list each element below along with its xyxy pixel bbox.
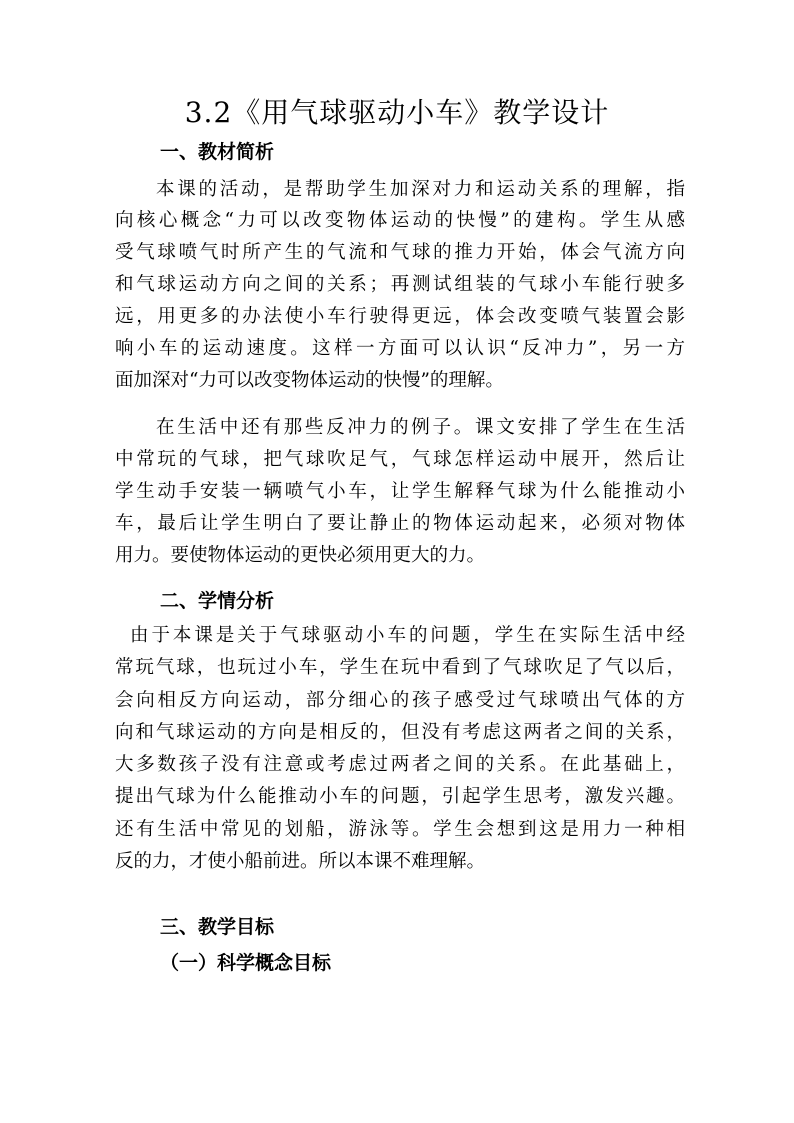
text-line: 还有生活中常见的划船，游泳等。学生会想到这是用力一种相 bbox=[115, 819, 685, 840]
text-line: 常玩气球，也玩过小车，学生在玩中看到了气球吹足了气以后， bbox=[115, 657, 685, 678]
text-line: 受气球喷气时所产生的气流和气球的推力开始，体会气流方向 bbox=[115, 242, 685, 263]
text-line: 向核心概念“力可以改变物体运动的快慢”的建构。学生从感 bbox=[115, 210, 685, 231]
text-line: 大多数孩子没有注意或考虑过两者之间的关系。在此基础上， bbox=[115, 754, 685, 775]
text-line: 提出气球为什么能推动小车的问题，引起学生思考，激发兴趣。 bbox=[115, 786, 685, 807]
text-line: 向和气球运动的方向是相反的，但没有考虑这两者之间的关系， bbox=[115, 722, 685, 743]
subheading-science-concept-goals: （一）科学概念目标 bbox=[160, 952, 332, 974]
document-title: 3.2《用气球驱动小车》教学设计 bbox=[184, 96, 610, 129]
text-line: 反的力，才使小船前进。所以本课不难理解。 bbox=[115, 851, 486, 872]
text-line: 响小车的运动速度。这样一方面可以认识“反冲力”，另一方 bbox=[115, 338, 685, 359]
text-line: 本课的活动，是帮助学生加深对力和运动关系的理解，指 bbox=[156, 179, 685, 200]
text-line: 用力。要使物体运动的更快必须用更大的力。 bbox=[115, 545, 486, 566]
text-line: 和气球运动方向之间的关系；再测试组装的气球小车能行驶多 bbox=[115, 274, 685, 295]
section-heading-teaching-goals: 三、教学目标 bbox=[160, 916, 275, 938]
text-line: 中常玩的气球，把气球吹足气，气球怎样运动中展开，然后让 bbox=[115, 449, 685, 470]
section-heading-student-analysis: 二、学情分析 bbox=[160, 590, 275, 612]
section-heading-textbook-analysis: 一、教材简析 bbox=[160, 141, 275, 163]
text-line: 面加深对“力可以改变物体运动的快慢”的理解。 bbox=[115, 370, 504, 391]
text-line: 会向相反方向运动，部分细心的孩子感受过气球喷出气体的方 bbox=[115, 690, 685, 711]
text-line: 由于本课是关于气球驱动小车的问题，学生在实际生活中经 bbox=[130, 625, 685, 646]
text-line: 学生动手安装一辆喷气小车，让学生解释气球为什么能推动小 bbox=[115, 481, 685, 502]
text-line: 远，用更多的办法使小车行驶得更远，体会改变喷气装置会影 bbox=[115, 306, 685, 327]
text-line: 在生活中还有那些反冲力的例子。课文安排了学生在生活 bbox=[156, 417, 685, 438]
text-line: 车，最后让学生明白了要让静止的物体运动起来，必须对物体 bbox=[115, 513, 685, 534]
